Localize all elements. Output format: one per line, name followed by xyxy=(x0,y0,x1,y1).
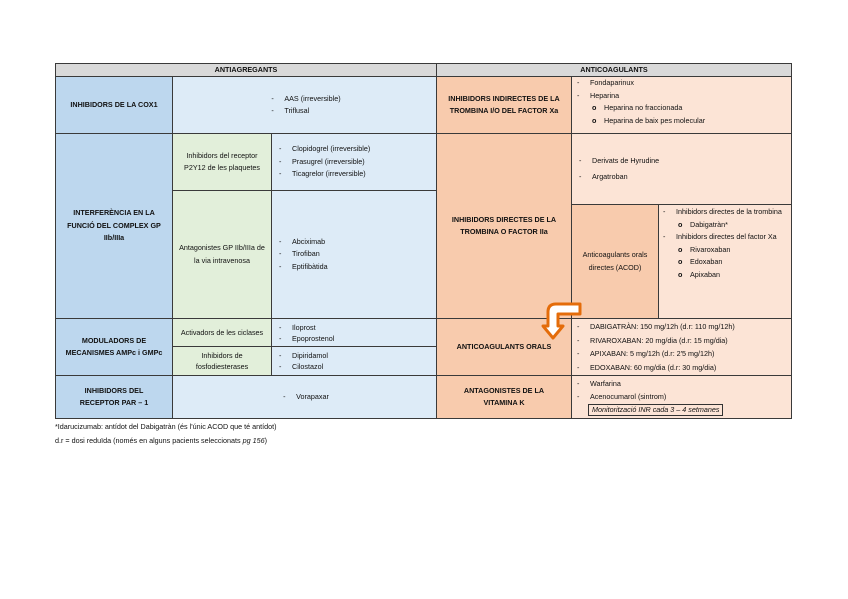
list-item: - Triflusal xyxy=(268,105,340,118)
list-item: - Vorapaxar xyxy=(280,391,329,404)
anticoagulants-header: ANTICOAGULANTS xyxy=(436,63,792,77)
gp-items xyxy=(271,190,437,319)
indirect-label: INHIBIDORS INDIRECTES DE LA TROMBINA I/O DEL FACTOR Xa xyxy=(436,76,572,134)
list-item: - RIVAROXABAN: 20 mg/dia (d.r: 15 mg/dia) xyxy=(574,334,789,348)
list-item: - Inhibidors directes de la trombina xyxy=(660,206,790,219)
list-item: - Heparina xyxy=(574,90,789,103)
vitk-label: ANTAGONISTES DE LA VITAMINA K xyxy=(436,375,572,419)
list-item: - Clopidogrel (irreversible) xyxy=(276,143,432,156)
par1-items xyxy=(172,375,437,419)
list-item: - Iloprost xyxy=(276,322,432,333)
list-item: - Epoprostenol xyxy=(276,333,432,344)
pde-items xyxy=(271,346,437,376)
list-item: - APIXABAN: 5 mg/12h (d.r: 2'5 mg/12h) xyxy=(574,347,789,361)
list-item: - EDOXABAN: 60 mg/dia (d.r: 30 mg/dia) xyxy=(574,361,789,375)
list-item: - Argatroban xyxy=(576,169,787,185)
inr-monitoring-note: Monitorització INR cada 3 – 4 setmanes xyxy=(588,404,723,416)
footnote-antidote: *Idarucizumab: antídot del Dabigatràn (és l'únic ACOD que té antídot) xyxy=(55,422,277,431)
list-item: - Eptifibàtida xyxy=(276,261,432,274)
list-item: - Fondaparinux xyxy=(574,77,789,90)
list-item: - DABIGATRÀN: 150 mg/12h (d.r: 110 mg/12h) xyxy=(574,320,789,334)
list-item: - Warfarina xyxy=(574,377,789,390)
list-item: o Dabigatràn* xyxy=(678,219,790,232)
indirect-items xyxy=(571,76,792,134)
p2y12-items xyxy=(271,133,437,191)
cox1-label: INHIBIDORS DE LA COX1 xyxy=(55,76,173,134)
arrow-icon xyxy=(540,298,588,342)
gp-label: Antagonistes GP IIb/IIIa de la via intravenosa xyxy=(172,190,272,319)
list-item: - Prasugrel (irreversible) xyxy=(276,156,432,169)
footnote-reduced-dose: d.r = dosi reduïda (només en alguns pacients seleccionats pg 156) xyxy=(55,436,267,445)
vitk-items xyxy=(571,375,792,419)
cyclase-label: Activadors de les ciclases xyxy=(172,318,272,347)
list-item: - Derivats de Hyrudine xyxy=(576,153,787,169)
list-item: o Rivaroxaban xyxy=(678,244,790,257)
oral-label: ANTICOAGULANTS ORALS xyxy=(436,318,572,376)
direct-label: INHIBIDORS DIRECTES DE LA TROMBINA O FACTOR IIa xyxy=(436,133,572,319)
modulators-label: MODULADORS DE MECANISMES AMPc i GMPc xyxy=(55,318,173,376)
pde-label: Inhibidors de fosfodiesterases xyxy=(172,346,272,376)
list-item: o Edoxaban xyxy=(678,256,790,269)
list-item: - Abciximab xyxy=(276,236,432,249)
list-item: - Tirofiban xyxy=(276,248,432,261)
list-item: o Heparina de baix pes molecular xyxy=(592,115,789,128)
acod-label: Anticoagulants orals directes (ACOD) xyxy=(571,204,659,319)
acod-items xyxy=(658,204,792,319)
list-item: o Heparina no fraccionada xyxy=(592,102,789,115)
list-item: - Cilostazol xyxy=(276,361,432,372)
par1-label: INHIBIDORS DEL RECEPTOR PAR – 1 xyxy=(55,375,173,419)
list-item: - Inhibidors directes del factor Xa xyxy=(660,231,790,244)
list-item: o Apixaban xyxy=(678,269,790,282)
list-item: - AAS (irreversible) xyxy=(268,93,340,106)
interference-label: INTERFERÈNCIA EN LA FUNCIÓ DEL COMPLEX GP IIb/IIIa xyxy=(55,133,173,319)
cox1-items xyxy=(172,76,437,134)
list-item: - Acenocumarol (sintrom) xyxy=(574,390,789,403)
direct-items xyxy=(571,133,792,205)
oral-items xyxy=(571,318,792,376)
cyclase-items xyxy=(271,318,437,347)
antiagregants-header: ANTIAGREGANTS xyxy=(55,63,437,77)
list-item: - Dipiridamol xyxy=(276,350,432,361)
p2y12-label: Inhibidors del receptor P2Y12 de les plaquetes xyxy=(172,133,272,191)
list-item: - Ticagrelor (irreversible) xyxy=(276,168,432,181)
